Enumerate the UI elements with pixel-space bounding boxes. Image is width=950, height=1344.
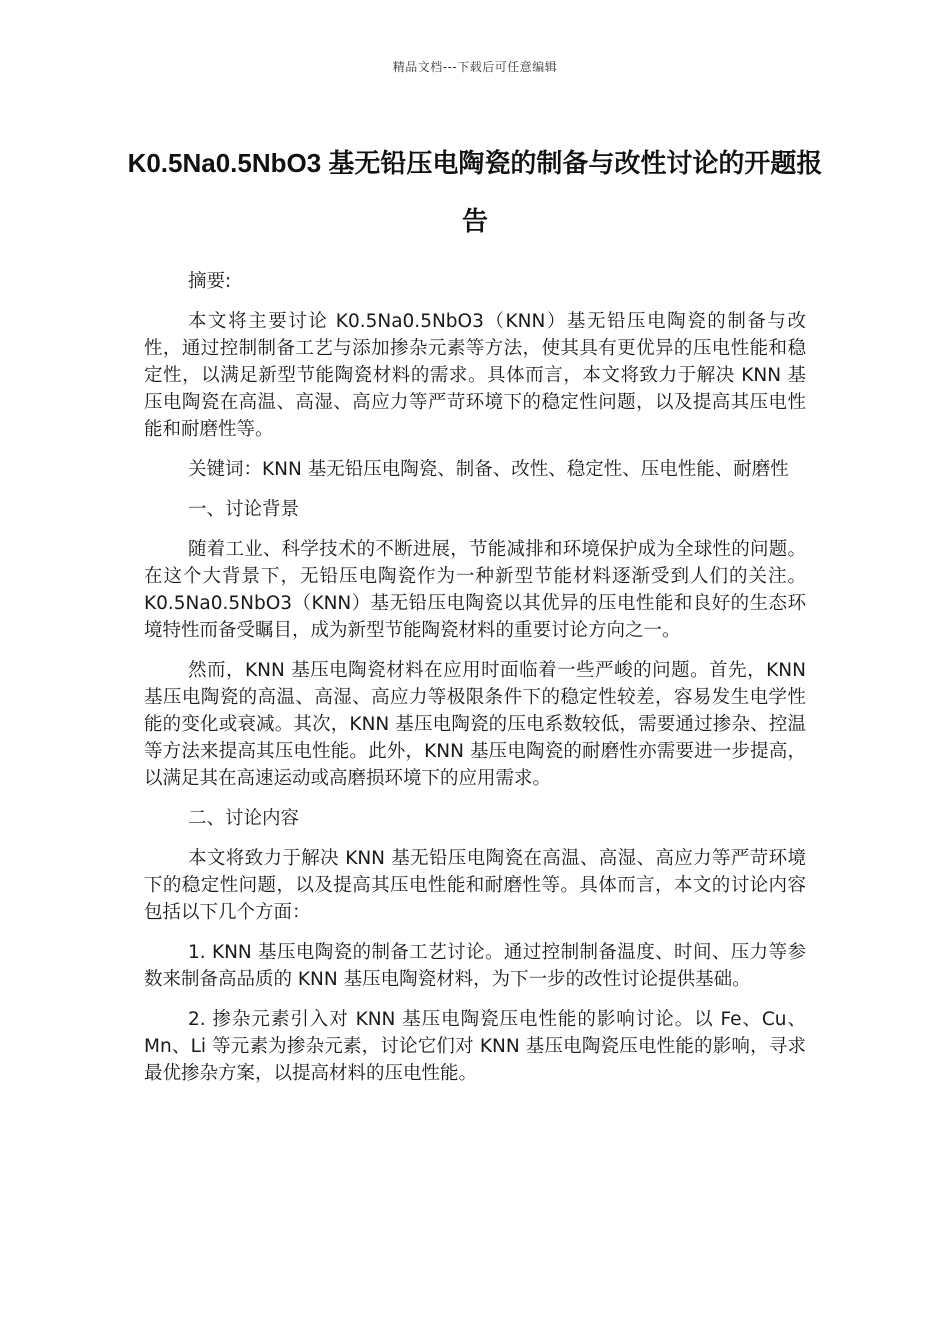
background-paragraph-2: 然而，KNN 基压电陶瓷材料在应用时面临着一些严峻的问题。首先，KNN 基压电陶瓷的高温、高湿、高应力等极限条件下的稳定性较差，容易发生电学性能的变化或衰减。其次，KNN 基压电陶瓷的压电系数较低，需要通过掺杂、控温等方法来提高其压电性能。此外，KNN 基压电陶瓷的耐磨性亦需要进一步提高，以满足其在高速运动或高磨损环境下的应用需求。 (144, 660, 806, 789)
content-item-1: 1. KNN 基压电陶瓷的制备工艺讨论。通过控制制备温度、时间、压力等参数来制备高品质的 KNN 基压电陶瓷材料，为下一步的改性讨论提供基础。 (144, 942, 806, 990)
document-title: K0.5Na0.5NbO3 基无铅压电陶瓷的制备与改性讨论的开题报告 (127, 148, 823, 236)
abstract-heading: 摘要: (188, 271, 232, 292)
section-heading-background: 一、讨论背景 (188, 499, 300, 520)
page-header-watermark: 精品文档---下载后可任意编辑 (392, 60, 558, 74)
content-paragraph-intro: 本文将致力于解决 KNN 基无铅压电陶瓷在高温、高湿、高应力等严苛环境下的稳定性问题，以及提高其压电性能和耐磨性等。具体而言，本文的讨论内容包括以下几个方面： (144, 848, 806, 923)
content-item-2: 2. 掺杂元素引入对 KNN 基压电陶瓷压电性能的影响讨论。以 Fe、Cu、Mn、Li 等元素为掺杂元素，讨论它们对 KNN 基压电陶瓷压电性能的影响，寻求最优掺杂方案，以提高材料的压电性能。 (144, 1009, 806, 1084)
section-heading-content: 二、讨论内容 (188, 808, 300, 829)
keywords-paragraph: 关键词：KNN 基无铅压电陶瓷、制备、改性、稳定性、压电性能、耐磨性 (188, 459, 789, 480)
abstract-paragraph: 本文将主要讨论 K0.5Na0.5NbO3（KNN）基无铅压电陶瓷的制备与改性，通过控制制备工艺与添加掺杂元素等方法，使其具有更优异的压电性能和稳定性，以满足新型节能陶瓷材料的需求。具体而言，本文将致力于解决 KNN 基压电陶瓷在高温、高湿、高应力等严苛环境下的稳定性问题，以及提高其压电性能和耐磨性等。 (144, 311, 806, 440)
document-body (144, 268, 806, 1100)
background-paragraph-1: 随着工业、科学技术的不断进展，节能减排和环境保护成为全球性的问题。在这个大背景下，无铅压电陶瓷作为一种新型节能材料逐渐受到人们的关注。K0.5Na0.5NbO3（KNN）基无铅压电陶瓷以其优异的压电性能和良好的生态环境特性而备受瞩目，成为新型节能陶瓷材料的重要讨论方向之一。 (144, 539, 806, 641)
